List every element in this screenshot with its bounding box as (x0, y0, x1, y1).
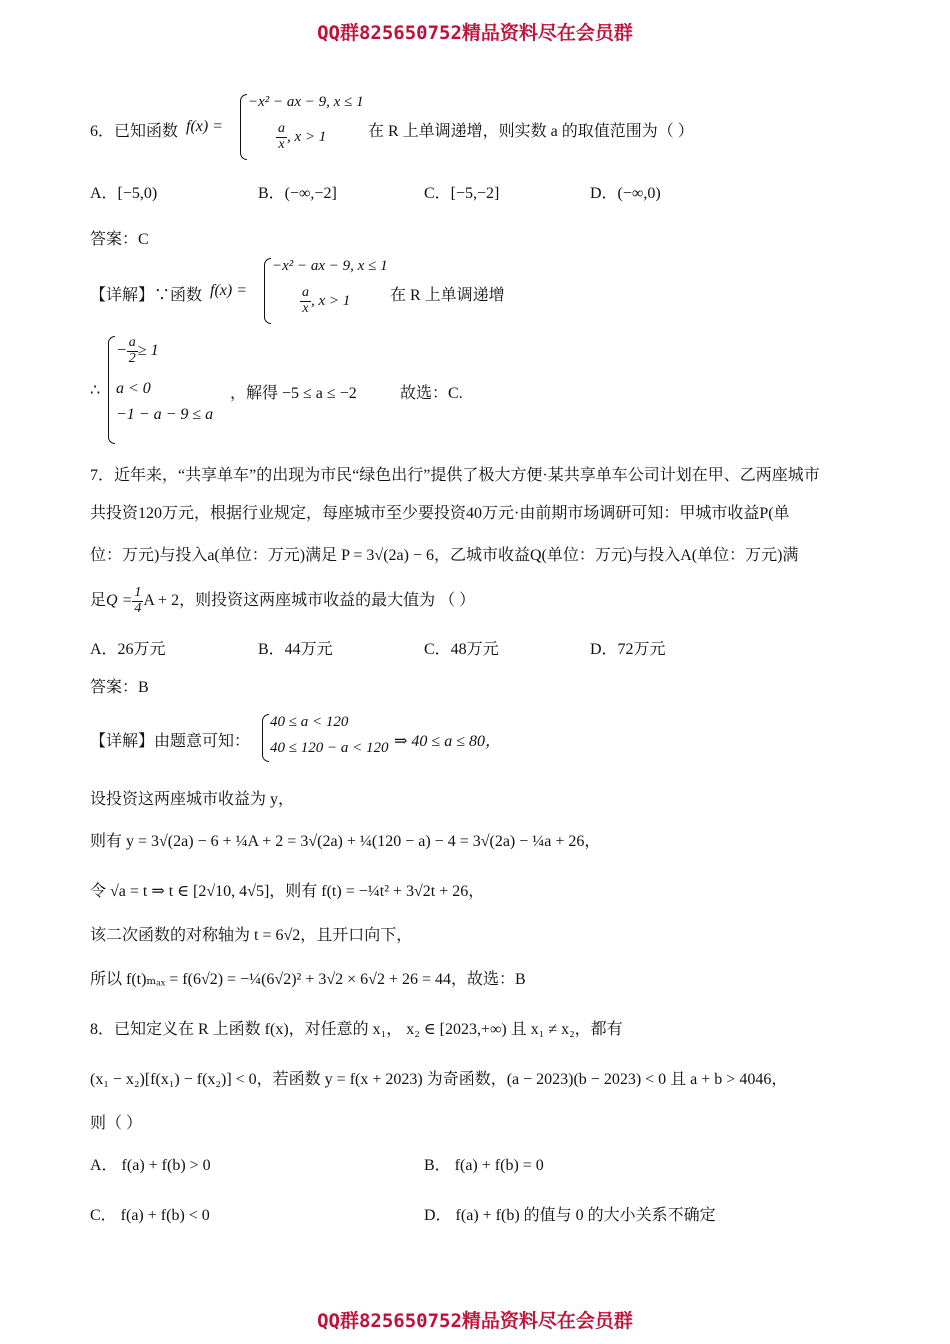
header-watermark: QQ群825650752精品资料尽在会员群 (317, 22, 633, 44)
q6-therefore: ∴ (90, 382, 101, 399)
q6-sys1-pre: − (116, 341, 127, 359)
q7-sys-result: ⇒ 40 ≤ a ≤ 80， (394, 733, 501, 750)
q7-let-y: 设投资这两座城市收益为 y， (90, 791, 295, 808)
q6-sys2: a < 0 (116, 380, 151, 397)
q7-system-brace (262, 714, 269, 762)
q6-detail-fx: f(x) = (210, 282, 247, 299)
q6-option-b: B．(−∞,−2] (258, 185, 337, 202)
q8-line2: (x₁ − x₂)[f(x₁) − f(x₂)] < 0，若函数 y = f(x + 2023) 为奇函数，(a − 2023)(b − 2023) < 0 且 a + b > 4046， (90, 1071, 788, 1088)
q7-line1: 7．近年来，“共享单车”的出现为市民“绿色出行”提供了极大方便·某共享单车公司计划在甲、乙两座城市 (90, 467, 820, 484)
q6-detail-suffix: 在 R 上单调递增 (390, 287, 505, 304)
q6-case2-den: x (278, 136, 285, 152)
q6-option-d: D．(−∞,0) (590, 185, 661, 202)
q6-sys1 (116, 336, 159, 366)
q6-case2-tail: , x > 1 (287, 128, 327, 145)
q6-detail-brace (264, 258, 271, 324)
q7-line4 (90, 586, 475, 616)
q7-sys1: 40 ≤ a < 120 (270, 714, 349, 730)
q6-solve: ，解得 −5 ≤ a ≤ −2 (230, 385, 357, 402)
q6-detail-case1: −x² − ax − 9, x ≤ 1 (272, 258, 388, 274)
q6-detail-case2 (300, 286, 350, 316)
q7-line4-num: 1 (134, 585, 142, 600)
q6-stem-prefix: 6．已知函数 (90, 123, 179, 140)
q7-detail-prefix: 【详解】由题意可知： (90, 733, 251, 750)
q6-option-a: A．[−5,0) (90, 185, 158, 202)
q6-case2-num: a (278, 121, 285, 136)
q7-sys2: 40 ≤ 120 − a < 120 (270, 740, 389, 756)
q6-system-brace (108, 336, 115, 444)
q7-line4-pre: 足 (90, 591, 107, 609)
q6-sys1-tail: ≥ 1 (137, 341, 159, 359)
q7-y-line: 则有 y = 3√(2a) − 6 + ¼A + 2 = 3√(2a) + ¼(120 − a) − 4 = 3√(2a) − ¼a + 26， (90, 833, 601, 850)
q7-option-b: B．44万元 (258, 641, 333, 658)
q7-line4-den: 4 (134, 600, 142, 616)
q8-option-c: C． f(a) + f(b) < 0 (90, 1207, 210, 1224)
q6-detail-case2-num: a (302, 285, 309, 300)
q6-detail-case2-tail: , x > 1 (311, 292, 351, 309)
q6-case2 (276, 122, 326, 152)
q6-choose: 故选：C. (400, 385, 463, 402)
footer-watermark: QQ群825650752精品资料尽在会员群 (317, 1310, 633, 1332)
q7-line3: 位：万元)与投入a(单位：万元)满足 P = 3√(2a) − 6，乙城市收益Q(单位：万元)与投入A(单位：万元)满 (90, 547, 799, 564)
q6-piecewise-brace (240, 94, 247, 160)
q7-line4-tail: A + 2，则投资这两座城市收益的最大值为 （ ） (143, 591, 476, 609)
q6-option-c: C．[−5,−2] (424, 185, 500, 202)
q7-answer: 答案：B (90, 679, 149, 696)
q6-detail-prefix: 【详解】∵函数 (90, 287, 203, 304)
q6-sys3: −1 − a − 9 ≤ a (116, 406, 214, 423)
q6-case1: −x² − ax − 9, x ≤ 1 (248, 94, 364, 110)
q6-fx: f(x) = (186, 118, 223, 135)
q6-detail-case2-den: x (302, 300, 309, 316)
q6-sys1-num: a (128, 335, 136, 350)
q8-line1: 8．已知定义在 R 上函数 f(x)，对任意的 x₁， x₂ ∈ [2023,+∞) 且 x₁ ≠ x₂，都有 (90, 1021, 623, 1038)
q8-option-b: B． f(a) + f(b) = 0 (424, 1157, 544, 1174)
q7-t-line: 令 √a = t ⇒ t ∈ [2√10, 4√5]，则有 f(t) = −¼t² + 3√2t + 26， (90, 883, 485, 900)
q7-option-c: C．48万元 (424, 641, 499, 658)
q8-option-d: D． f(a) + f(b) 的值与 0 的大小关系不确定 (424, 1207, 716, 1224)
q7-max-line: 所以 f(t)ₘₐₓ = f(6√2) = −¼(6√2)² + 3√2 × 6√2 + 26 = 44，故选：B (90, 971, 526, 988)
q6-answer: 答案：C (90, 231, 149, 248)
q6-stem-suffix: 在 R 上单调递增，则实数 a 的取值范围为（ ） (368, 123, 694, 140)
q7-line2: 共投资120万元，根据行业规定，每座城市至少要投资40万元·由前期市场调研可知：甲城市收益P(单 (90, 505, 790, 522)
q7-line4-q: Q = (106, 591, 133, 609)
q7-axis-line: 该二次函数的对称轴为 t = 6√2，且开口向下， (90, 927, 413, 944)
q7-option-d: D．72万元 (590, 641, 666, 658)
q7-option-a: A．26万元 (90, 641, 166, 658)
q8-option-a: A． f(a) + f(b) > 0 (90, 1157, 211, 1174)
q8-line3: 则（ ） (90, 1115, 143, 1132)
q6-sys1-den: 2 (128, 350, 136, 366)
